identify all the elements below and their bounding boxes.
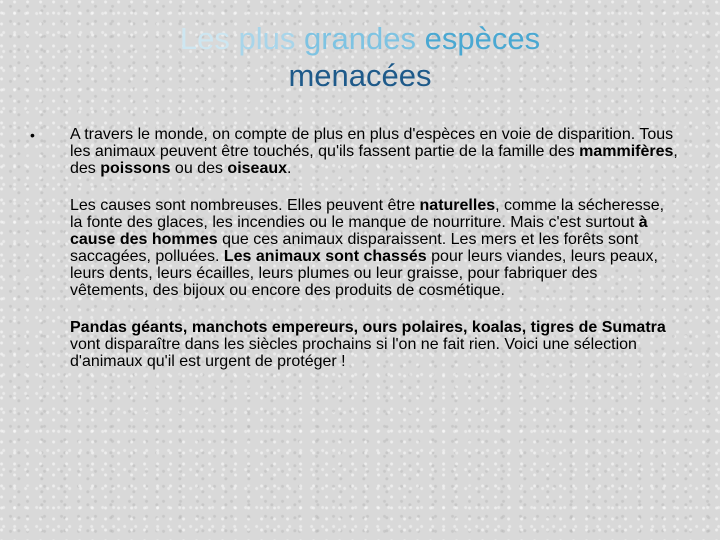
bold-text: mammifères <box>579 143 674 160</box>
title-word: Les <box>179 21 230 56</box>
text-run: A travers le monde, on compte de plus en plus d'espèces en voie de disparition. Tous les animaux peuvent être touchés, qu'ils fassent partie de la famille des <box>70 126 674 160</box>
bullet-item <box>30 126 680 370</box>
paragraph-causes <box>70 197 680 299</box>
text-run: ou des <box>170 160 228 177</box>
slide-body <box>30 126 680 390</box>
bold-text: poissons <box>100 160 171 177</box>
text-run: Les causes sont nombreuses. Elles peuvent être <box>70 197 420 214</box>
bullet-icon: • <box>30 127 35 143</box>
text-run: . <box>287 160 292 177</box>
slide-title <box>60 20 660 94</box>
bold-text: oiseaux <box>227 160 288 177</box>
title-word: grandes <box>303 21 417 56</box>
text-run: pour leurs viandes, leurs peaux, leurs dents, leurs écailles, leurs plumes ou leur graisse, pour fabriquer des vêtements, des bijoux ou encore des produits de cosmétique. <box>70 248 658 299</box>
text-run: , comme la sécheresse, la fonte des glaces, les incendies ou le manque de nourriture. Mais c'est surtout <box>70 197 665 231</box>
bold-text: Les animaux sont chassés <box>223 248 427 265</box>
text-run: , des <box>70 143 678 177</box>
title-word: plus <box>238 21 296 56</box>
bold-text: à cause des hommes <box>70 214 648 248</box>
title-word: menacées <box>288 58 432 93</box>
text-run: que ces animaux disparaissent. Les mers et les forêts sont saccagées, polluées. <box>70 231 639 265</box>
paragraph-intro <box>70 126 680 177</box>
paragraph-examples <box>70 319 680 370</box>
bold-text: Pandas géants, manchots empereurs, ours polaires, koalas, tigres de Sumatra <box>70 319 666 336</box>
text-run: vont disparaître dans les siècles prochains si l'on ne fait rien. Voici une sélection d'animaux qu'il est urgent de protéger ! <box>70 336 637 370</box>
title-word: espèces <box>424 21 541 56</box>
bold-text: naturelles <box>419 197 496 214</box>
